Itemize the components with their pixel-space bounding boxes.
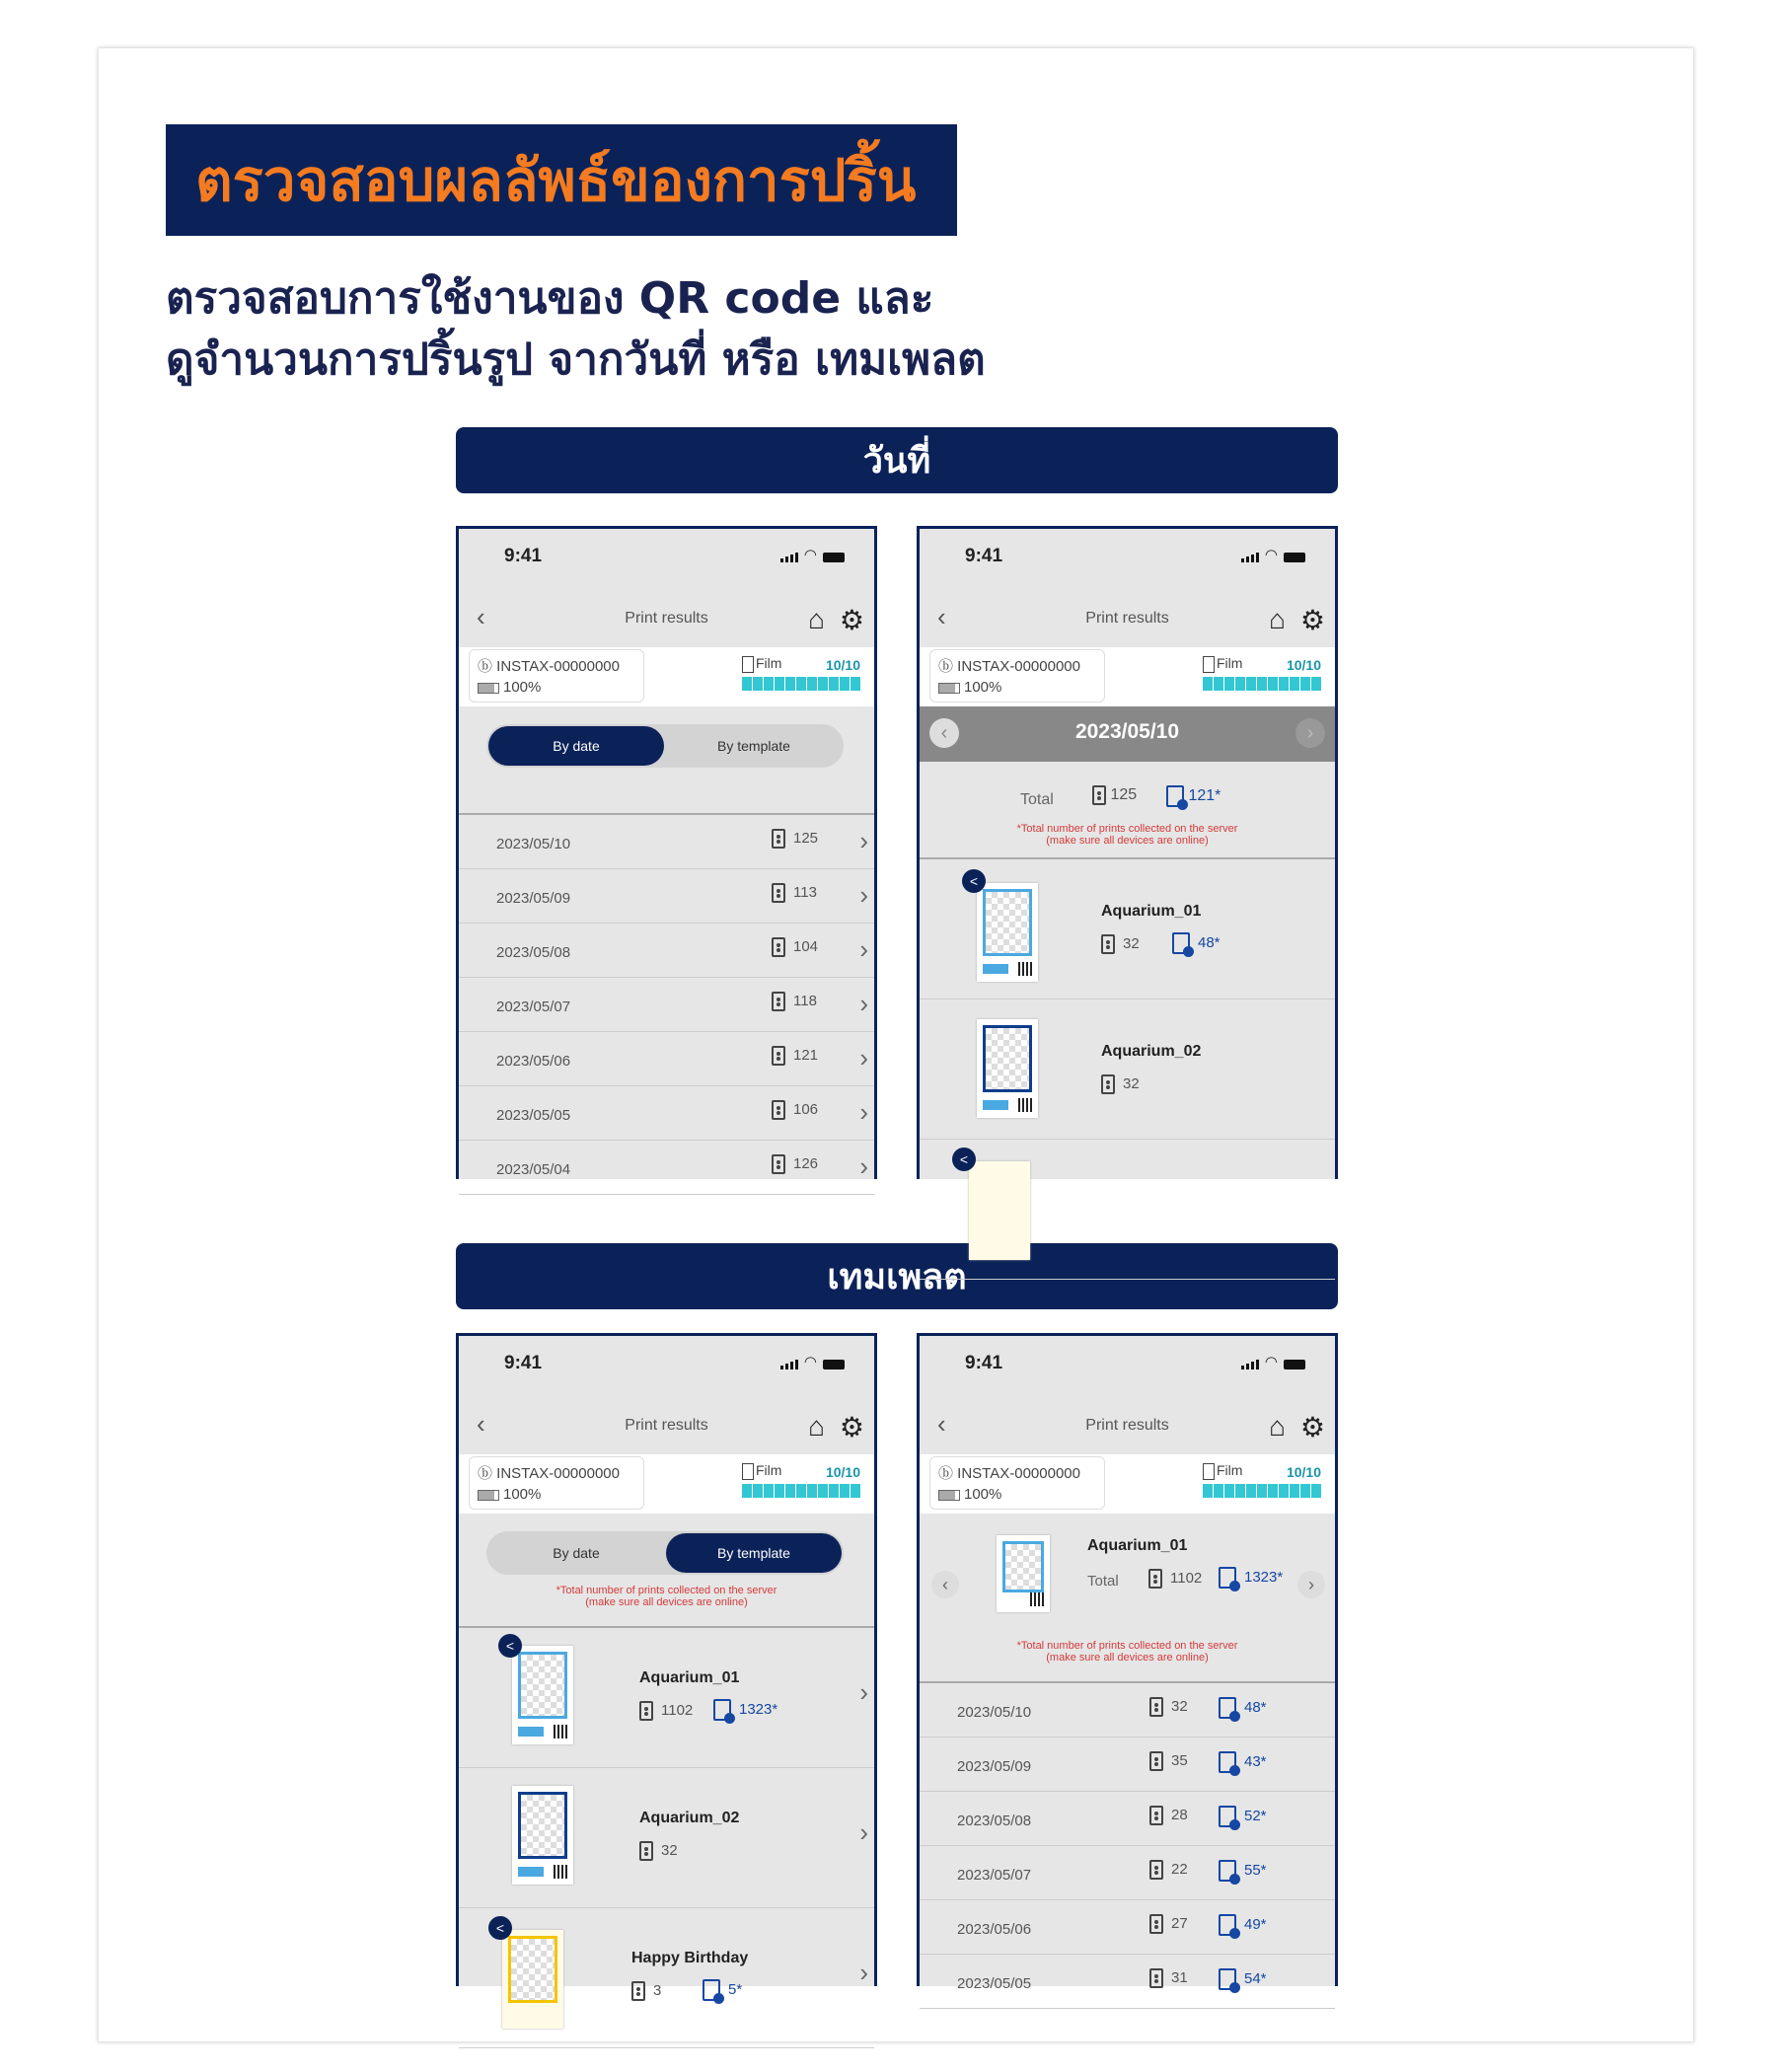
subtitle-line-1: ตรวจสอบการใช้งานของ QR code และ (166, 273, 934, 324)
print-icon (1149, 1968, 1163, 1988)
print-icon (772, 1154, 785, 1174)
template-item[interactable]: Aquarium_02 32 › (459, 1768, 874, 1908)
view-toggle: By date By template *Total number of prints collected on the server (make sure all devices are online) (459, 1514, 874, 1626)
print-icon (631, 1981, 645, 2001)
tab-by-template[interactable]: By template (717, 738, 790, 754)
server-print-icon (1219, 1968, 1236, 1990)
device-name: ⓑ INSTAX-00000000 (478, 658, 620, 675)
gear-icon[interactable]: ⚙ (839, 1412, 864, 1443)
signal-icon (1241, 553, 1259, 562)
server-print-icon (1219, 1914, 1236, 1936)
chevron-right-icon: › (859, 1958, 868, 1987)
share-icon: < (952, 1147, 976, 1171)
server-print-icon (1219, 1697, 1236, 1719)
view-toggle (459, 706, 874, 789)
date-row[interactable]: 2023/05/09 113 › (459, 869, 874, 924)
phone-date-detail (917, 526, 1338, 1179)
template-date-row: 2023/05/05 31 54* (920, 1955, 1335, 2009)
template-thumbnail (977, 883, 1038, 982)
battery-icon (1284, 1360, 1305, 1369)
subtitle-line-2: ดูจำนวนการปริ้นรูป จากวันที่ หรือ เทมเพลต (166, 334, 986, 385)
status-bar (920, 1336, 1335, 1395)
print-icon (1148, 1569, 1162, 1589)
template-date-row: 2023/05/10 32 48* (920, 1683, 1335, 1738)
back-icon[interactable]: ‹ (477, 1409, 485, 1439)
nav-bar (459, 1395, 874, 1454)
template-date-row: 2023/05/08 28 52* (920, 1792, 1335, 1846)
section-header-date: วันที่ (456, 427, 1338, 493)
home-icon[interactable]: ⌂ (808, 1411, 825, 1442)
template-item[interactable]: < Happy Birthday 3 5* › (459, 1908, 874, 2048)
device-name: ⓑ INSTAX-00000000 (478, 1465, 620, 1482)
template-thumbnail (512, 1646, 573, 1744)
share-icon: < (498, 1634, 522, 1658)
print-icon (772, 829, 785, 849)
server-print-icon (1219, 1567, 1236, 1589)
print-icon (1149, 1860, 1163, 1880)
date-row[interactable]: 2023/05/08 104 › (459, 924, 874, 978)
server-print-icon (1172, 932, 1190, 954)
nav-bar (920, 588, 1335, 647)
battery-icon (823, 553, 845, 562)
chevron-right-icon: › (859, 934, 868, 964)
back-icon[interactable]: ‹ (937, 1409, 946, 1439)
gear-icon[interactable]: ⚙ (1299, 1412, 1325, 1443)
screen-title: Print results (1085, 610, 1169, 627)
print-icon (772, 937, 785, 957)
device-bar: ⓑ INSTAX-00000000 100% Film 10/10 (459, 647, 874, 706)
back-icon[interactable]: ‹ (937, 602, 946, 631)
screen-title: Print results (1085, 1417, 1169, 1434)
home-icon[interactable]: ⌂ (1269, 604, 1286, 634)
device-card[interactable] (929, 649, 1105, 703)
prev-template-button[interactable]: ‹ (931, 1571, 959, 1598)
date-row[interactable]: 2023/05/05 106 › (459, 1086, 874, 1141)
date-list (459, 815, 874, 1195)
back-icon[interactable]: ‹ (477, 602, 485, 631)
chevron-right-icon: › (859, 989, 868, 1018)
signal-icon (780, 1360, 798, 1369)
screen-title: Print results (625, 610, 708, 627)
chevron-right-icon: › (859, 1677, 868, 1707)
status-time: 9:41 (504, 546, 543, 566)
section-header-template: เทมเพลต (456, 1243, 1338, 1309)
server-print-icon (1219, 1751, 1236, 1773)
device-card[interactable] (469, 649, 644, 703)
device-name: ⓑ INSTAX-00000000 (938, 658, 1080, 675)
print-icon (1149, 1751, 1163, 1771)
selected-template-name: Aquarium_01 (1087, 1537, 1188, 1554)
screen-title: Print results (625, 1417, 708, 1434)
print-icon (772, 883, 785, 903)
print-icon (772, 1046, 785, 1066)
date-row[interactable]: 2023/05/10 125 › (459, 815, 874, 869)
template-item[interactable] (920, 1140, 1335, 1280)
print-icon (1149, 1914, 1163, 1934)
battery-level: 100% (478, 1486, 541, 1503)
date-row[interactable]: 2023/05/07 118 › (459, 978, 874, 1032)
tab-by-template[interactable]: By template (666, 1533, 842, 1573)
template-date-list (920, 1683, 1335, 2009)
signal-icon (780, 553, 798, 562)
home-icon[interactable]: ⌂ (808, 604, 825, 634)
device-bar: ⓑ INSTAX-00000000 100% Film 10/10 (920, 647, 1335, 706)
battery-level: 100% (938, 1486, 1001, 1503)
nav-bar (920, 1395, 1335, 1454)
battery-level: 100% (938, 679, 1001, 696)
battery-icon (823, 1360, 845, 1369)
device-bar: ⓑ INSTAX-00000000 100% Film 10/10 (459, 1454, 874, 1514)
print-icon (639, 1701, 653, 1721)
date-selector (920, 706, 1335, 762)
device-card[interactable] (929, 1456, 1105, 1510)
template-thumbnail (969, 1161, 1030, 1260)
tab-by-date[interactable]: By date (553, 1545, 600, 1561)
chevron-right-icon: › (859, 1097, 868, 1127)
server-print-icon (1166, 785, 1184, 807)
print-icon (639, 1841, 653, 1861)
phone-by-template-list (456, 1333, 877, 1999)
signal-icon (1241, 1360, 1259, 1369)
gear-icon[interactable]: ⚙ (839, 605, 864, 635)
status-bar (459, 529, 874, 588)
chevron-right-icon: › (859, 880, 868, 910)
chevron-right-icon: › (859, 1043, 868, 1073)
page-title-banner (166, 124, 957, 236)
template-thumbnail (997, 1535, 1050, 1612)
template-date-row: 2023/05/09 35 43* (920, 1738, 1335, 1792)
gear-icon[interactable]: ⚙ (1299, 605, 1325, 635)
print-icon (1092, 785, 1106, 805)
nav-bar (459, 588, 874, 647)
print-icon (772, 1100, 785, 1120)
server-print-icon (713, 1699, 731, 1721)
date-row[interactable]: 2023/05/04 126 › (459, 1141, 874, 1195)
device-bar: ⓑ INSTAX-00000000 100% Film 10/10 (920, 1454, 1335, 1514)
selected-date: 2023/05/10 (1074, 720, 1180, 743)
status-bar (920, 529, 1335, 588)
template-item[interactable]: Aquarium_02 32 (920, 999, 1335, 1140)
status-time: 9:41 (965, 1353, 1003, 1373)
chevron-right-icon: › (859, 1817, 868, 1847)
wifi-icon: ◠ (803, 547, 817, 563)
wifi-icon: ◠ (1264, 1354, 1278, 1370)
print-icon (1101, 1074, 1115, 1094)
status-time: 9:41 (965, 546, 1003, 566)
status-time: 9:41 (504, 1353, 543, 1373)
server-print-icon (703, 1979, 720, 2001)
template-thumbnail (512, 1786, 573, 1885)
template-date-row: 2023/05/06 27 49* (920, 1900, 1335, 1955)
template-item[interactable]: < Aquarium_01 1102 1323* › (459, 1628, 874, 1768)
print-icon (1149, 1806, 1163, 1825)
share-icon: < (488, 1916, 512, 1940)
template-thumbnail (502, 1930, 563, 2029)
device-name: ⓑ INSTAX-00000000 (938, 1465, 1080, 1482)
wifi-icon: ◠ (803, 1354, 817, 1370)
template-date-row: 2023/05/07 22 55* (920, 1846, 1335, 1900)
prev-date-button[interactable]: ‹ (929, 718, 959, 748)
next-template-button[interactable]: › (1297, 1571, 1325, 1598)
template-selector: ‹ Aquarium_01 Total 1102 1323* › *Total number of prints collected on the server (make sure all devices are online) (920, 1514, 1335, 1681)
wifi-icon: ◠ (1264, 547, 1278, 563)
template-thumbnail (977, 1019, 1038, 1118)
phone-template-detail (917, 1333, 1338, 1992)
share-icon: < (962, 869, 986, 893)
home-icon[interactable]: ⌂ (1269, 1411, 1286, 1442)
date-row[interactable]: 2023/05/06 121 › (459, 1032, 874, 1086)
status-bar (459, 1336, 874, 1395)
print-icon (1149, 1697, 1163, 1717)
page-subtitle (166, 268, 1251, 391)
template-item[interactable]: < Aquarium_01 32 48* (920, 859, 1335, 999)
battery-icon (1284, 553, 1305, 562)
tab-by-date[interactable]: By date (488, 726, 664, 766)
phone-by-date-list (456, 526, 877, 1179)
chevron-right-icon: › (859, 826, 868, 855)
page-title: ตรวจสอบผลลัพธ์ของการปริ้น (195, 147, 917, 214)
battery-level: 100% (478, 679, 541, 696)
server-print-icon (1219, 1860, 1236, 1882)
server-print-icon (1219, 1806, 1236, 1827)
print-icon (1101, 934, 1115, 954)
date-total: Total 125 121* *Total number of prints collected on the server (make sure all devices are online) (1016, 786, 1238, 847)
next-date-button[interactable]: › (1295, 718, 1325, 748)
chevron-right-icon: › (859, 1151, 868, 1181)
device-card[interactable] (469, 1456, 644, 1510)
print-icon (772, 992, 785, 1011)
